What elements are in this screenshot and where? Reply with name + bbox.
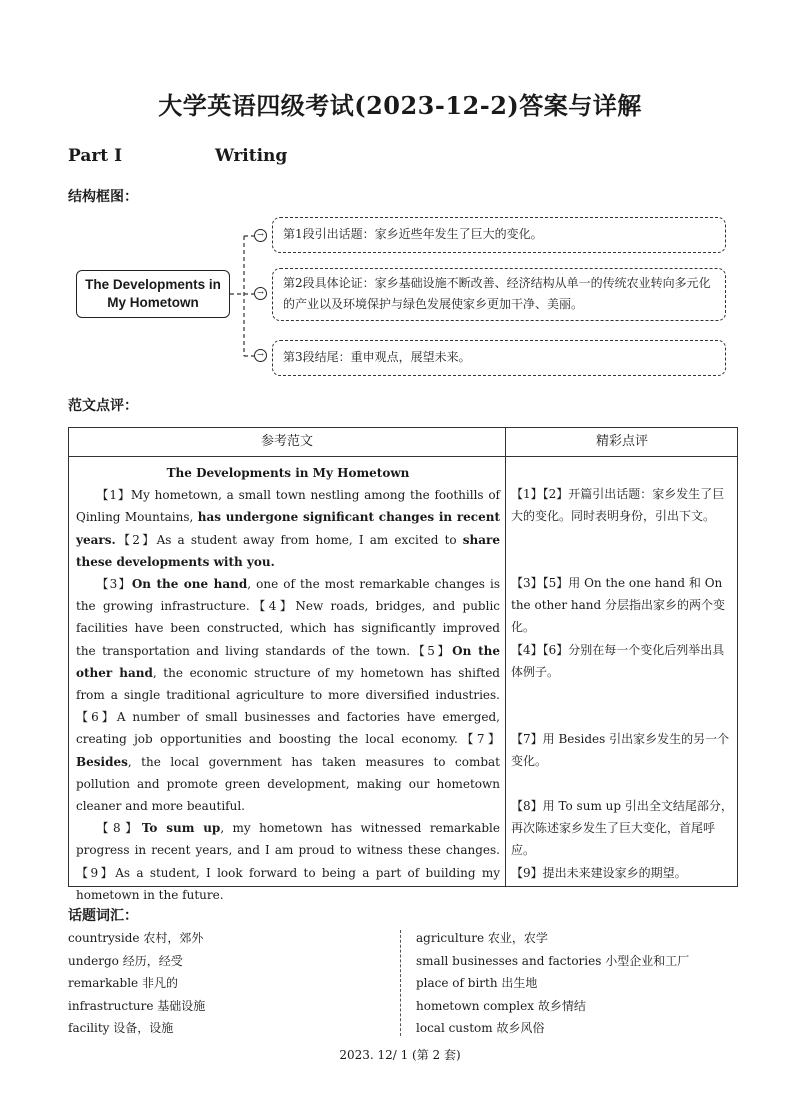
essay-body: [76, 462, 500, 906]
vocab-item: remarkable 非凡的: [68, 976, 178, 990]
arrow-icon: →: [254, 349, 267, 362]
arrow-icon: →: [254, 287, 267, 300]
diagram-center-box: [76, 270, 230, 318]
diagram-center-line1: The Developments in: [85, 277, 221, 292]
diagram-branch-3: 第3段结尾：重申观点，展望未来。: [272, 340, 726, 376]
vocab-item: hometown complex 故乡情结: [416, 998, 586, 1013]
vocab-item: facility 设备，设施: [68, 1021, 174, 1035]
essay-title: The Developments in My Hometown: [166, 466, 410, 480]
vocab-left-list: [68, 927, 205, 1040]
vocab-divider: [400, 930, 401, 1036]
vocab-right-list: [416, 927, 689, 1040]
essay-paragraph-1: 【1】My hometown, a small town nestling among the foothills of Qinling Mountains, has undergone significant changes in recent years.【2】As a student away from home, I am excited to share these developments with you.: [76, 488, 500, 569]
vocab-item: local custom 故乡风俗: [416, 1021, 545, 1035]
vocab-item: agriculture 农业，农学: [416, 931, 548, 945]
page-title: 大学英语四级考试(2023-12-2)答案与详解: [158, 91, 642, 120]
vocab-item: undergo 经历，经受: [68, 953, 183, 968]
comment-5: 【8】用 To sum up 引出全文结尾部分，再次陈述家乡发生了巨大变化，首尾呼应。: [511, 799, 733, 858]
diagram-branch-2: 第2段具体论证：家乡基础设施不断改善、经济结构从单一的传统农业转向多元化的产业以及环境保护与绿色发展使家乡更加干净、美丽。: [272, 268, 726, 321]
essay-paragraph-2: 【3】On the one hand, one of the most remarkable changes is the growing infrastructure.【4】New roads, bridges, and public facilities have been constructed, which has significantly improved the transportation and living standards of the town.【5】On the other hand, the economic structure of my hometown has shifted from a single traditional agriculture to more diversified industries.【6】A number of small businesses and factories have emerged, creating job opportunities and boosting the local economy.【7】Besides, the local government has taken measures to combat pollution and promote green development, making our hometown cleaner and more beautiful.: [76, 577, 500, 814]
essay-paragraph-3: 【8】To sum up, my hometown has witnessed remarkable progress in recent years, and I am proud to witness these changes.【9】As a student, I look forward to being a part of building my hometown in the future.: [76, 821, 500, 902]
vocab-label: 话题词汇：: [68, 908, 138, 924]
arrow-icon: →: [254, 229, 267, 242]
comment-2: 【3】【5】用 On the one hand 和 On the other hand 分层指出家乡的两个变化。: [511, 576, 726, 635]
vocab-item: place of birth 出生地: [416, 976, 538, 990]
comment-4: 【7】用 Besides 引出家乡发生的另一个变化。: [511, 732, 730, 769]
vocab-item: infrastructure 基础设施: [68, 998, 206, 1013]
vocab-item: countryside 农村，郊外: [68, 931, 204, 945]
vocab-item: small businesses and factories 小型企业和工厂: [416, 953, 690, 968]
structure-label: 结构框图：: [68, 189, 138, 205]
essay-table: [68, 427, 738, 902]
commentary-label: 范文点评：: [68, 398, 138, 414]
comment-1: 【1】【2】开篇引出话题：家乡发生了巨大的变化。同时表明身份，引出下文。: [511, 487, 725, 524]
part-label: Part Ⅰ: [68, 146, 123, 166]
part-name: Writing: [215, 146, 288, 166]
comment-3: 【4】【6】分别在每一个变化后列举出具体例子。: [511, 643, 725, 680]
comment-6: 【9】提出未来建设家乡的期望。: [511, 866, 687, 880]
diagram-branch-1: 第1段引出话题：家乡近些年发生了巨大的变化。: [272, 217, 726, 253]
table-header-essay: 参考范文: [260, 434, 313, 449]
page-footer: 2023. 12/ 1 (第 2 套): [339, 1048, 461, 1062]
diagram-center-line2: My Hometown: [107, 295, 199, 310]
diagram-connector: [228, 228, 276, 364]
table-header-comment: 精彩点评: [595, 434, 648, 449]
